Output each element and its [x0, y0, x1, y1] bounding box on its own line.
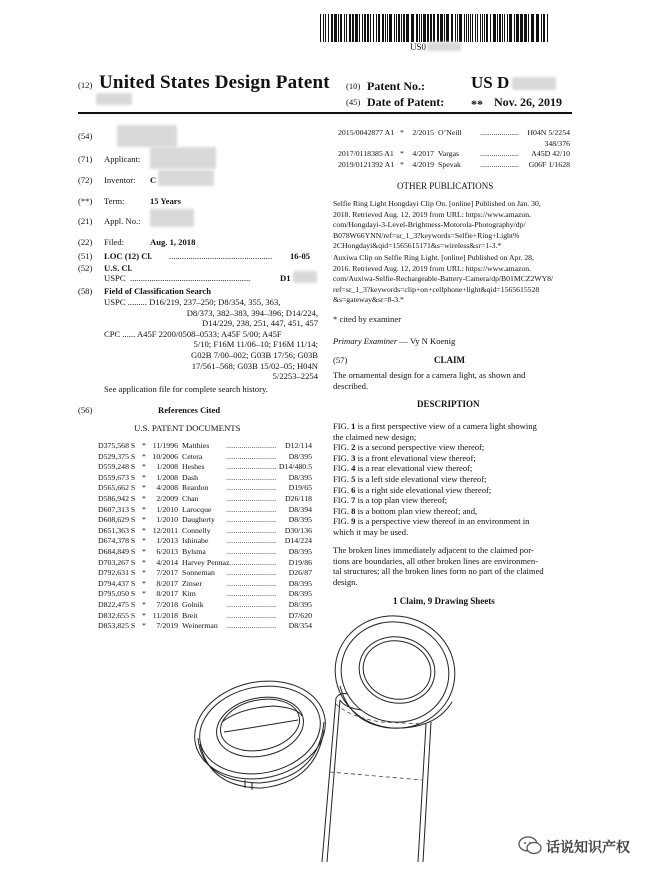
- figure-text: is a front elevational view thereof;: [355, 452, 476, 463]
- figure-text: FIG.: [333, 452, 352, 463]
- figure-description-line: [333, 442, 571, 453]
- see-application-note: See application file for complete search history.: [104, 384, 268, 394]
- ref-star: *: [142, 504, 146, 514]
- ref-inventor: Breit: [182, 610, 198, 620]
- ref-number: D674,378 S: [98, 536, 136, 546]
- reference-row: [98, 515, 320, 526]
- figure-text: is a rear elevational view thereof;: [355, 463, 473, 474]
- publication-2: [333, 253, 571, 306]
- uspc-value: D1: [280, 273, 291, 283]
- figure-description-line: [333, 495, 571, 506]
- field-of-search-lines: [104, 297, 318, 382]
- ref-star: *: [142, 494, 146, 503]
- ref-date: 7/2017: [156, 568, 178, 578]
- reference-row: [98, 452, 320, 463]
- field-code-58: (58): [78, 286, 93, 296]
- figure-text: which it may be used.: [333, 526, 409, 537]
- figure-text: FIG.: [333, 516, 352, 527]
- header-rule: [78, 112, 572, 114]
- ref-date: 7/2019: [156, 621, 178, 631]
- ref-star: *: [400, 149, 404, 159]
- ref-class: D14/224: [284, 536, 312, 546]
- pub-line: &s=gateway&sr=8-3.*: [333, 295, 404, 305]
- ref-date: 6/2013: [156, 547, 178, 556]
- ref-star: *: [142, 578, 146, 588]
- figure-text: is a left side elevational view thereof;: [355, 473, 487, 484]
- ref-date: 2/2015: [412, 128, 434, 137]
- pub-line: com/Hongdayi-3-Level-Brightness-Motorola-Photography/dp/: [333, 220, 526, 230]
- pub-line: 2016. Retrieved Aug. 12, 2019 from URL: https://www.amazon.: [333, 263, 532, 273]
- redacted-inventor: [158, 170, 214, 186]
- ref-date: 10/2006: [152, 451, 178, 461]
- reference-row: [98, 579, 320, 590]
- reference-row: [98, 462, 320, 473]
- ref-inventor: Kim: [182, 589, 196, 599]
- ref-date: 8/2017: [156, 589, 178, 599]
- figure-description-line: [333, 463, 571, 474]
- ref-leader-dots: ..........................: [226, 462, 277, 472]
- header-code-45: (45): [346, 97, 361, 107]
- ref-number: D795,050 S: [98, 589, 136, 599]
- date-stars: **: [471, 97, 483, 111]
- ref-inventor: Bylsma: [182, 547, 206, 556]
- inventor-value: C: [150, 175, 157, 185]
- ref-star: *: [400, 128, 404, 137]
- ref-class: D12/114: [285, 441, 312, 450]
- ref-number: D608,629 S: [98, 515, 136, 525]
- field-code-71: (71): [78, 154, 93, 164]
- ref-leader-dots: ..........................: [226, 621, 277, 631]
- ref-number: 2017/0118385 A1: [338, 149, 394, 159]
- ref-date: 2/2009: [156, 494, 178, 503]
- ref-star: *: [142, 610, 146, 620]
- date-of-patent-label: Date of Patent:: [367, 95, 445, 109]
- pub-line: 2018. Retrieved Aug. 12, 2019 from URL: https://www.amazon.: [333, 209, 532, 219]
- note-line: The broken lines immediately adjacent to the claimed por-: [333, 545, 534, 555]
- figure-text: is a top plan view thereof;: [355, 495, 448, 506]
- us-patent-documents-label: U.S. PATENT DOCUMENTS: [134, 423, 241, 433]
- reference-row: [98, 589, 320, 600]
- ref-inventor: Vargas: [438, 149, 460, 159]
- claim-line: The ornamental design for a camera light, as shown and: [333, 370, 526, 380]
- figure-number: 3: [351, 452, 356, 463]
- ref-number: D586,942 S: [98, 494, 136, 503]
- ref-inventor: Spevak: [438, 159, 461, 169]
- figure-text: the claimed new design;: [333, 431, 417, 442]
- ref-number: D559,248 S: [98, 462, 136, 472]
- figure-description-line: [333, 485, 571, 496]
- figure-text: FIG.: [333, 495, 352, 506]
- ref-number: 2015/0042877 A1: [338, 128, 395, 137]
- references-cited-label: References Cited: [158, 405, 221, 415]
- inventor-label: Inventor:: [104, 175, 136, 185]
- ref-class: D8/354: [288, 621, 312, 631]
- ref-star: *: [142, 536, 146, 546]
- primary-examiner-value: — Vy N Koenig: [397, 336, 456, 346]
- ref-leader-dots: ..........................: [226, 610, 277, 620]
- redacted-inventor-name: [96, 93, 132, 105]
- ref-inventor: Heshes: [182, 462, 205, 472]
- ref-star: *: [142, 451, 146, 461]
- ref-number: D853,825 S: [98, 621, 136, 631]
- figure-number: 1: [351, 421, 356, 431]
- search-line: D14/229, 238, 251, 447, 451, 457: [201, 318, 318, 329]
- redacted-applicant: [150, 147, 216, 169]
- figure-number: 9: [351, 516, 356, 527]
- ref-leader-dots: ..........................: [226, 557, 277, 567]
- figure-text: FIG.: [333, 463, 352, 474]
- redacted-uspc: [293, 271, 317, 283]
- search-line: 5/10; F16M 11/06–10; F16M 11/14;: [193, 339, 318, 350]
- ref-class: D8/395: [288, 451, 312, 461]
- applicant-label: Applicant:: [104, 154, 141, 164]
- ref-leader-dots: ..........................: [226, 472, 277, 482]
- header: [0, 0, 667, 112]
- references-table: [98, 441, 320, 633]
- field-code-54: (54): [78, 131, 93, 141]
- ref-leader-dots: ..........................: [226, 504, 277, 514]
- figure-text: is a right side elevational view thereof;: [355, 484, 492, 495]
- field-code-21: (21): [78, 216, 93, 226]
- filed-value: Aug. 1, 2018: [150, 237, 196, 247]
- search-line: 5/2253–2254: [272, 371, 318, 382]
- search-line: 17/561–568; G03B 15/02–05; H04N: [191, 360, 318, 371]
- barcode-number: US0: [410, 42, 427, 52]
- ref-inventor: Weinerman: [182, 621, 218, 631]
- pub-line: 2CHongdayi&qid=1565615171&s=wireless&sr=1-3.*: [333, 241, 502, 251]
- ref-date: 8/2017: [156, 578, 178, 588]
- ref-class: 348/376: [544, 138, 570, 148]
- figure-description-line: [333, 506, 571, 517]
- pub-line: Selfie Ring Light Hongdayi Clip On. [online] Published on Jan. 30,: [333, 199, 541, 208]
- note-line: tions are boundaries, all other broken lines are environmen-: [333, 555, 538, 566]
- figure-descriptions: [333, 421, 571, 538]
- figure-text: FIG.: [333, 421, 352, 431]
- figure-text: is a second perspective view thereof;: [355, 442, 485, 453]
- figure-number: 7: [351, 495, 356, 506]
- ref-number: D651,363 S: [98, 525, 136, 535]
- ref-date: 4/2017: [412, 149, 434, 159]
- figure-text: FIG.: [333, 442, 352, 453]
- ref-class: D8/395: [288, 600, 312, 609]
- term-value: 15 Years: [150, 196, 181, 206]
- ref-inventor: Sonneman: [182, 568, 215, 578]
- field-of-search-label: Field of Classification Search: [104, 286, 212, 296]
- cited-by-examiner: * cited by examiner: [333, 314, 402, 324]
- reference-row: [98, 441, 320, 452]
- ref-class: D30/136: [284, 525, 312, 535]
- ref-leader-dots: ..........................: [226, 578, 277, 588]
- field-code-56: (56): [78, 405, 93, 415]
- reference-row: [98, 568, 320, 579]
- ref-leader-dots: ..........................: [226, 515, 277, 525]
- ref-date: 4/2019: [412, 159, 434, 169]
- reference-row: [98, 505, 320, 516]
- ref-class: A45D 42/10: [531, 149, 570, 159]
- reference-row: [338, 139, 570, 150]
- field-code-52: (52): [78, 263, 93, 273]
- note-line: tal structures; all the broken lines form no part of the claimed: [333, 566, 544, 577]
- reference-row: [98, 526, 320, 537]
- ref-number: D794,437 S: [98, 578, 136, 588]
- field-code-term: (**): [78, 196, 93, 206]
- ref-number: D375,568 S: [98, 441, 136, 450]
- ref-number: 2019/0121392 A1: [338, 159, 395, 169]
- ref-number: D559,673 S: [98, 472, 136, 482]
- claim-heading: CLAIM: [434, 355, 465, 365]
- ref-inventor: Matthies: [182, 441, 210, 450]
- description-heading: DESCRIPTION: [417, 399, 480, 409]
- ref-leader-dots: ..........................: [226, 589, 277, 599]
- publication-1: [333, 199, 571, 252]
- ref-number: D822,475 S: [98, 600, 136, 609]
- claim-text: [333, 370, 571, 391]
- reference-row: [98, 600, 320, 611]
- ref-inventor: Zinser: [182, 578, 202, 588]
- ref-inventor: Dash: [182, 472, 199, 482]
- figure-text: is a first perspective view of a camera light showing: [355, 421, 537, 431]
- header-code-10: (10): [346, 81, 361, 91]
- ref-number: D703,267 S: [98, 557, 136, 567]
- claim-line: described.: [333, 380, 369, 391]
- figure-text: FIG.: [333, 505, 352, 516]
- ref-star: *: [142, 547, 146, 556]
- figure-text: is a perspective view thereof in an environment in: [355, 516, 530, 527]
- ref-number: D832,655 S: [98, 610, 136, 620]
- ref-star: *: [142, 600, 146, 609]
- ref-star: *: [142, 621, 146, 631]
- figure-description-line: [333, 516, 571, 527]
- ref-date: 12/2011: [152, 525, 178, 535]
- ref-inventor: Cetera: [182, 451, 203, 461]
- header-code-12: (12): [78, 80, 93, 90]
- primary-examiner-label: Primary Examiner: [333, 336, 398, 346]
- ref-star: *: [142, 462, 146, 472]
- ref-leader-dots: ..........................: [226, 451, 277, 461]
- search-line: G02B 7/00–002; G03B 17/56; G03B: [190, 349, 318, 360]
- redacted-title: [117, 125, 177, 147]
- ref-date: 4/2014: [156, 557, 178, 567]
- ref-inventor: Daugherty: [182, 515, 215, 525]
- ref-star: *: [142, 441, 146, 450]
- ref-star: *: [142, 525, 146, 535]
- ref-date: 1/2010: [156, 504, 178, 514]
- ref-star: *: [400, 159, 404, 169]
- ref-inventor: Larocque: [182, 504, 212, 514]
- ref-star: *: [142, 472, 146, 482]
- note-line: design.: [333, 576, 358, 587]
- filed-label: Filed:: [104, 237, 125, 247]
- ref-leader-dots: ..........................: [226, 483, 277, 493]
- figure-number: 2: [351, 442, 356, 453]
- figure-number: 5: [351, 473, 356, 484]
- reference-row: [338, 149, 570, 160]
- ref-number: D792,631 S: [98, 568, 136, 578]
- ref-class: D26/118: [285, 494, 312, 503]
- ref-leader-dots: ....................: [480, 159, 519, 169]
- figure-number: 4: [351, 463, 356, 474]
- figure-text: FIG.: [333, 484, 352, 495]
- ref-leader-dots: ..........................: [226, 494, 277, 503]
- field-code-22: (22): [78, 237, 93, 247]
- loc-value: 16-05: [290, 251, 311, 261]
- other-publications-label: OTHER PUBLICATIONS: [397, 181, 494, 191]
- pub-line: ref=sr_1_3?keywords=clip+on+cellphone+light&qid=1565615528: [333, 284, 540, 294]
- figure-description-line: [333, 432, 571, 443]
- appl-no-label: Appl. No.:: [104, 216, 141, 226]
- ref-class: D19/86: [288, 557, 312, 567]
- reference-row: [98, 473, 320, 484]
- ref-class: D14/480.5: [278, 462, 312, 472]
- ref-date: 1/2013: [156, 536, 178, 546]
- ref-leader-dots: ..........................: [226, 525, 277, 535]
- broken-lines-note: [333, 545, 571, 587]
- ref-inventor: Reardon: [182, 483, 209, 493]
- field-code-72: (72): [78, 175, 93, 185]
- ref-class: D7/620: [288, 610, 312, 620]
- pub-line: com/Auxiwa-Selfie-Rechargeable-Battery-Camera/dp/B01MCZ2WY8/: [333, 274, 554, 284]
- reference-row: [338, 128, 570, 139]
- ref-number: D684,849 S: [98, 547, 136, 556]
- search-line: USPC ......... D16/219, 237–250; D8/354, 355, 363,: [104, 297, 281, 307]
- ref-class: D8/395: [288, 472, 312, 482]
- ref-leader-dots: ..........................: [226, 536, 277, 546]
- ref-date: 1/2008: [156, 472, 178, 482]
- figure-text: FIG.: [333, 473, 352, 484]
- figure-number: 8: [351, 505, 356, 516]
- loc-dots: ................................................: [169, 251, 273, 261]
- ref-star: *: [142, 557, 146, 567]
- ref-date: 7/2018: [156, 600, 178, 609]
- ref-leader-dots: ..........................: [226, 568, 277, 578]
- ref-class: D8/394: [288, 504, 312, 514]
- figure-description-line: [333, 474, 571, 485]
- ref-class: D8/395: [288, 515, 312, 525]
- ref-class: D26/87: [288, 568, 312, 578]
- ref-class: G06F 1/1628: [528, 159, 570, 169]
- field-code-51: (51): [78, 251, 93, 261]
- ref-inventor: O’Neill: [438, 128, 462, 137]
- ref-leader-dots: ..........................: [226, 600, 277, 609]
- references-table-continued: [338, 128, 570, 172]
- patent-no-label: Patent No.:: [367, 79, 425, 93]
- reference-row: [98, 558, 320, 569]
- ref-star: *: [142, 483, 146, 493]
- ref-date: 4/2008: [156, 483, 178, 493]
- reference-row: [98, 547, 320, 558]
- field-code-57: (57): [333, 355, 348, 365]
- redacted-appl-no: [150, 209, 194, 227]
- uspc-label: USPC: [104, 273, 126, 283]
- ref-number: D529,375 S: [98, 451, 136, 461]
- ref-number: D607,313 S: [98, 504, 136, 514]
- figure-number: 6: [351, 484, 356, 495]
- ref-date: 11/1996: [152, 441, 178, 450]
- ref-class: D8/395: [288, 547, 312, 556]
- ref-date: 1/2010: [156, 515, 178, 525]
- ref-class: H04N 5/2254: [527, 128, 570, 137]
- patent-no-value: US D: [471, 73, 510, 92]
- ref-number: D565,662 S: [98, 483, 136, 493]
- ref-star: *: [142, 568, 146, 578]
- reference-row: [338, 160, 570, 171]
- reference-row: [98, 536, 320, 547]
- loc-label: LOC (12) Cl.: [104, 251, 152, 261]
- camera-light-drawing: [190, 612, 490, 862]
- representative-drawing: [190, 612, 490, 862]
- us-cl-label: U.S. Cl.: [104, 263, 133, 273]
- pub-line: B078W66YNN/ref=sr_1_3?keywords=Selfie+Ring+Light%: [333, 230, 520, 240]
- uspc-dots: ........................................................: [130, 273, 251, 283]
- date-of-patent-value: Nov. 26, 2019: [494, 95, 563, 109]
- ref-class: D8/395: [288, 578, 312, 588]
- watermark-text: 话说知识产权: [546, 840, 630, 856]
- figure-description-line: [333, 527, 571, 538]
- figure-description-line: [333, 453, 571, 464]
- ref-star: *: [142, 589, 146, 599]
- figure-text: is a bottom plan view thereof; and,: [355, 505, 478, 516]
- ref-leader-dots: ....................: [480, 128, 519, 137]
- ref-class: D19/65: [288, 483, 312, 493]
- term-label: Term:: [104, 196, 125, 206]
- ref-inventor: Harvey Pennaz: [182, 557, 230, 567]
- ref-inventor: Connelly: [182, 525, 211, 535]
- ref-leader-dots: ..........................: [226, 441, 277, 450]
- figure-description-line: [333, 421, 571, 432]
- ref-inventor: Golnik: [182, 600, 204, 609]
- document-title: United States Design Patent: [99, 72, 330, 93]
- redacted-patent-no: [512, 77, 556, 90]
- primary-examiner: [333, 336, 455, 347]
- ref-inventor: Chan: [182, 494, 199, 503]
- ref-inventor: Ishinabe: [182, 536, 209, 546]
- ref-leader-dots: ....................: [480, 149, 519, 159]
- pub-line: Auxiwa Clip on Selfie Ring Light. [online] Published on Apr. 28,: [333, 253, 534, 262]
- ref-class: D8/395: [288, 589, 312, 599]
- ref-date: 1/2008: [156, 462, 178, 472]
- search-line: CPC ...... A45F 2200/0508–0533; A45F 5/00; A45F: [104, 328, 282, 339]
- ref-date: 11/2018: [152, 610, 178, 620]
- chat-icon: [518, 835, 542, 857]
- search-line: D8/373, 382–383, 394–396; D14/224,: [186, 307, 318, 318]
- ref-star: *: [142, 515, 146, 525]
- claims-sheets-summary: 1 Claim, 9 Drawing Sheets: [393, 596, 495, 606]
- reference-row: [98, 483, 320, 494]
- ref-leader-dots: ..........................: [226, 547, 277, 556]
- reference-row: [98, 494, 320, 505]
